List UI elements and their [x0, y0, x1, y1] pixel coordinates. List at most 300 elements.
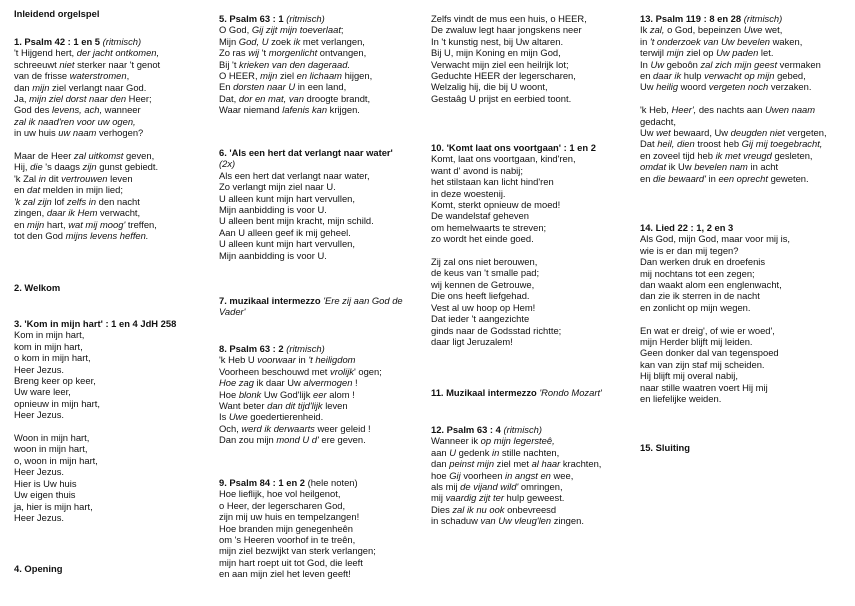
lyric-line: [14, 421, 214, 432]
text-run: Heer Jezus.: [14, 466, 65, 478]
text-run: Voorheen beschouwd met: [219, 365, 331, 377]
lyric-line: [640, 161, 852, 172]
text-run: vergeten noch: [708, 81, 769, 93]
text-run: en aan mijn ziel het leven geeft!: [219, 568, 351, 580]
lyric-line: [219, 400, 429, 411]
lyric-line: [14, 150, 214, 161]
text-run: Dat ieder 't aangezichte: [431, 313, 530, 325]
text-run: daar ik: [653, 70, 682, 82]
text-run: 'k Heb,: [640, 104, 672, 116]
text-run: omringen,: [518, 481, 563, 493]
text-run: dor en mat, van: [238, 92, 304, 104]
text-run: 'Rondo Mozart': [539, 387, 602, 398]
text-run: 5. Psalm 63 : 1: [219, 13, 287, 24]
text-run: van de frisse: [14, 70, 70, 82]
section-heading: [640, 442, 852, 453]
text-run: Uwe: [228, 411, 248, 423]
text-run: zingen,: [14, 207, 47, 219]
text-run: Waar niemand: [219, 104, 283, 116]
lyric-line: [14, 70, 214, 81]
lyric-line: [14, 375, 214, 386]
text-run: dan zie ik sterren in de nacht: [640, 290, 760, 302]
text-run: Gij zijt mijn toeverlaat: [251, 24, 341, 36]
text-run: de keus van 't smalle pad;: [431, 267, 540, 279]
text-run: dit: [46, 172, 62, 184]
text-run: dan dit tijd'lijk: [267, 400, 323, 412]
text-run: God, U: [238, 35, 269, 47]
lyric-line: [640, 313, 852, 324]
lyric-line: [14, 127, 214, 138]
section-heading: [219, 343, 429, 354]
text-run: Komt, sterkt opnieuw de moed!: [431, 199, 561, 211]
text-run: Zo ras: [219, 47, 249, 59]
lyric-line: [219, 227, 429, 238]
text-run: met verlangen,: [300, 35, 365, 47]
text-run: en zoveel tijd heb: [640, 149, 716, 161]
lyric-line: [431, 199, 636, 210]
text-run: in een land,: [295, 81, 347, 93]
text-run: kom in mijn hart,: [14, 340, 83, 352]
text-run: verwacht,: [97, 207, 141, 219]
text-run: U alleen kunt mijn hart vervullen,: [219, 238, 356, 250]
order-of-service-section: [219, 13, 429, 116]
text-run: zal,: [649, 24, 665, 36]
text-run: ik Uw: [666, 161, 695, 173]
lyric-line: [431, 515, 636, 526]
text-run: Zelfs vindt de mus een huis, o HEER,: [431, 13, 587, 24]
lyric-line: [14, 104, 214, 115]
text-run: 2. Welkom: [14, 282, 61, 293]
text-run: Als God, mijn God, maar voor mij is,: [640, 233, 791, 245]
text-run: voorwaar: [257, 354, 296, 366]
text-run: Uw paden: [716, 47, 759, 59]
text-run: krieken van den dageraad.: [239, 58, 351, 70]
lyric-line: [219, 557, 429, 568]
order-of-service-section: [219, 295, 429, 318]
text-run: Hij,: [14, 161, 31, 173]
lyric-line: [219, 511, 429, 522]
text-run: melden in mijn lied;: [40, 184, 123, 196]
text-run: deugden niet: [730, 127, 785, 139]
text-run: daar ligt Jeruzalem!: [431, 335, 513, 347]
lyric-line: [640, 245, 852, 256]
lyric-line: [640, 81, 852, 92]
text-run: hulp geweest.: [503, 492, 565, 504]
text-run: zoek: [268, 35, 294, 47]
text-run: en: [14, 218, 28, 230]
text-run: !: [352, 377, 358, 389]
lyric-line: [640, 127, 852, 138]
text-run: Maar de Heer: [14, 150, 74, 162]
text-run: Zij zal ons niet berouwen,: [431, 256, 538, 268]
lyric-line: [219, 36, 429, 47]
order-of-service-section: [431, 424, 636, 527]
text-run: 't onderzoek van Uw bevelen: [649, 35, 770, 47]
lyric-line: [219, 423, 429, 434]
lyric-line: [14, 230, 214, 241]
text-run: zal uitkomst: [73, 150, 124, 162]
text-run: zijn mij uw huis en tempelzangen!: [219, 511, 360, 523]
lyric-line: [14, 443, 214, 454]
order-of-service-section: [640, 222, 852, 405]
text-run: De zwaluw legt haar jongskens neer: [431, 24, 582, 36]
text-run: kan van zijn staf mij scheiden.: [640, 358, 765, 370]
text-run: Hoe lieflijk, hoe vol heilgenot,: [219, 488, 341, 500]
text-run: 13. Psalm 119 : 8 en 28: [640, 13, 744, 24]
text-run: waken,: [770, 35, 803, 47]
text-run: 't Hijgend hert,: [14, 47, 77, 59]
text-run: En wat er dreig', of wie er woed',: [640, 324, 775, 336]
section-heading: [219, 147, 429, 158]
text-run: werd ik derwaarts: [241, 422, 315, 434]
lyric-line: [14, 173, 214, 184]
text-run: Gestaâg U prijst en eerbied toont.: [431, 92, 572, 104]
text-run: den nacht: [96, 195, 140, 207]
text-run: Dat,: [219, 92, 239, 104]
text-run: geboôn: [663, 58, 701, 70]
text-run: weer geleid !: [314, 422, 371, 434]
text-run: ziel verlangt naar God.: [49, 81, 147, 93]
text-run: mijn Herder blijft mij leiden.: [640, 336, 753, 348]
lyric-line: [14, 478, 214, 489]
lyric-line: [640, 59, 852, 70]
lyric-line: [219, 181, 429, 192]
order-of-service-section: [14, 8, 214, 19]
text-run: vertrouwen: [61, 172, 108, 184]
text-run: zijn: [82, 161, 97, 173]
text-run: Zo verlangt mijn ziel naar U.: [219, 181, 336, 193]
text-run: 12. Psalm 63 : 4: [431, 424, 504, 435]
text-run: mij: [431, 492, 446, 504]
text-run: heil, dien: [657, 138, 695, 150]
text-run: 14. Lied 22 : 1, 2 en 3: [640, 222, 734, 233]
lyric-line: [431, 245, 636, 256]
order-of-service-section: [219, 343, 429, 446]
section-heading: [14, 8, 214, 19]
text-run: mijn ziel dorst naar den: [29, 93, 127, 105]
text-run: Heer;: [126, 93, 152, 105]
text-run: op mijn legersteê,: [480, 435, 555, 447]
lyric-line: [640, 302, 852, 313]
lyric-line: [14, 455, 214, 466]
lyric-line: [431, 165, 636, 176]
lyric-line: [14, 93, 214, 104]
text-run: bevelen nam: [694, 161, 748, 173]
text-run: naar stille waatren voert Hij mij: [640, 381, 768, 393]
text-run: Dat: [640, 138, 658, 150]
section-heading: [640, 13, 852, 24]
text-run: Welzalig hij, die bij U woont,: [431, 81, 548, 93]
lyric-line: [431, 458, 636, 469]
lyric-line: [640, 47, 852, 58]
lyric-line: [640, 290, 852, 301]
text-run: gesleten,: [771, 149, 813, 161]
text-run: Och,: [219, 422, 242, 434]
text-run: zal zich mijn geest: [700, 58, 778, 70]
text-run: Vader': [219, 306, 246, 318]
lyric-line: [431, 188, 636, 199]
text-run: U: [449, 446, 457, 458]
lyric-line: [431, 447, 636, 458]
text-run: verzaken.: [768, 81, 812, 93]
lyric-line: [14, 161, 214, 172]
text-run: Want beter: [219, 400, 268, 412]
text-run: 't: [259, 47, 269, 59]
text-run: wat mij moog': [68, 218, 126, 230]
text-run: die: [30, 161, 43, 173]
lyric-line: [431, 176, 636, 187]
lyric-line: [431, 222, 636, 233]
text-run: krachten,: [560, 458, 602, 470]
text-run: om hemelwaarts te streven;: [431, 221, 547, 233]
text-run: (hele noten): [307, 477, 358, 488]
text-run: want d' avond is nabij;: [431, 164, 523, 176]
text-run: van Uw vleug'len: [480, 515, 552, 527]
text-run: (ritmisch): [286, 13, 325, 24]
text-run: mond U d': [276, 434, 319, 446]
text-run: Dan werken druk en droefenis: [640, 256, 766, 268]
text-run: in schaduw: [431, 515, 481, 527]
text-run: Mijn aanbidding is voor U.: [219, 204, 327, 216]
text-run: 'k Zal: [14, 172, 39, 184]
text-run: leven: [322, 400, 348, 412]
text-run: 7. muzikaal intermezzo: [219, 295, 324, 306]
lyric-line: [219, 104, 429, 115]
text-run: ontvangen,: [317, 47, 367, 59]
lyric-line: [431, 59, 636, 70]
text-run: ziel op: [683, 47, 717, 59]
text-run: Uw: [640, 81, 657, 93]
text-run: gedenk: [456, 446, 492, 458]
text-run: Bij 't: [219, 58, 240, 70]
text-run: o Heer, der legerscharen God,: [219, 499, 346, 511]
text-run: In: [640, 58, 651, 70]
text-run: daar ik Hem: [46, 207, 98, 219]
lyric-line: [640, 325, 852, 336]
section-heading: [640, 222, 852, 233]
order-of-service-section: [14, 36, 214, 241]
lyric-line: [431, 290, 636, 301]
lyric-line: [640, 93, 852, 104]
order-of-service-section: [431, 13, 636, 104]
text-run: Is: [219, 411, 229, 423]
text-run: Inleidend orgelspel: [14, 8, 100, 19]
text-run: ziel: [277, 70, 297, 82]
text-run: Hij blijft mij overal nabij,: [640, 370, 738, 382]
lyric-line: [640, 36, 852, 47]
text-run: o God, bepeinzen: [664, 24, 744, 36]
text-run: wij kennen de Getrouwe,: [431, 278, 535, 290]
text-run: des nachts aan: [696, 104, 766, 116]
section-heading: [219, 13, 429, 24]
text-run: opnieuw in mijn hart,: [14, 397, 100, 409]
text-run: in: [38, 172, 47, 184]
text-run: mijn: [27, 218, 45, 230]
lyric-line: [640, 116, 852, 127]
text-run: 'k Heb U: [219, 354, 258, 366]
lyric-line: [219, 354, 429, 365]
text-run: mijn: [32, 81, 50, 93]
lyric-line: [219, 70, 429, 81]
section-heading: [14, 563, 214, 574]
lyric-line: [431, 36, 636, 47]
text-run: let.: [758, 47, 774, 59]
lyric-line: [431, 210, 636, 221]
lyric-line: [14, 341, 214, 352]
text-run: Heer',: [671, 104, 697, 116]
text-run: hijgen,: [341, 70, 373, 82]
text-run: 8. Psalm 63 : 2: [219, 343, 287, 354]
text-run: ja, hier is mijn hart,: [14, 500, 93, 512]
lyric-line: [219, 47, 429, 58]
text-run: in deze woestenij.: [431, 187, 506, 199]
text-run: en: [640, 172, 654, 184]
text-run: mijns levens heffen.: [65, 229, 149, 241]
text-run: eer: [313, 388, 327, 400]
text-run: vrolijk: [330, 365, 354, 377]
text-run: wet: [656, 127, 671, 139]
lyric-line: [431, 47, 636, 58]
lyric-line: [14, 386, 214, 397]
text-run: (ritmisch): [286, 343, 325, 354]
text-run: in uw huis: [14, 127, 59, 139]
text-run: 6. 'Als een hert dat verlangt naar water': [219, 147, 393, 158]
text-run: Dies: [431, 503, 453, 515]
text-run: Breng keer op keer,: [14, 375, 96, 387]
text-run: zal ik naad'ren voor uw ogen,: [14, 115, 136, 127]
text-run: zo wordt het einde goed.: [431, 233, 534, 245]
lyric-line: [219, 377, 429, 388]
text-run: uw naam: [58, 127, 97, 139]
order-of-service-section: [431, 142, 636, 347]
lyric-line: [640, 336, 852, 347]
lyric-line: [431, 492, 636, 503]
text-run: woon in mijn hart,: [14, 443, 88, 455]
text-run: Geduchte HEER der legerscharen,: [431, 70, 576, 82]
text-run: 3. 'Kom in mijn hart' : 1 en 4 JdH 258: [14, 318, 177, 329]
text-run: Geen donker dal van tegenspoed: [640, 347, 779, 359]
text-run: bewaard, Uw: [670, 127, 731, 139]
text-run: (ritmisch): [743, 13, 783, 24]
text-run: goedertierenheid.: [247, 411, 324, 423]
text-run: stille nachten,: [499, 446, 560, 458]
lyric-line: [640, 256, 852, 267]
text-run: dan: [14, 81, 33, 93]
lyric-line: [14, 59, 214, 70]
text-run: troost heb: [694, 138, 742, 150]
text-run: woord: [678, 81, 709, 93]
text-run: een oprecht: [718, 172, 768, 184]
text-run: Heer Jezus.: [14, 363, 65, 375]
text-run: (2x): [219, 158, 236, 170]
text-run: ;: [340, 24, 344, 36]
lyric-line: [640, 359, 852, 370]
text-run: heilig: [656, 81, 679, 93]
lyric-line: [219, 193, 429, 204]
text-run: droogte brandt,: [303, 92, 371, 104]
lyric-line: [219, 93, 429, 104]
text-run: ginds naar de Godsstad richtte;: [431, 324, 562, 336]
text-run: Hoe: [219, 388, 239, 400]
lyric-line: [14, 398, 214, 409]
text-run: geweten.: [767, 172, 809, 184]
text-run: sterker naar 't genot: [74, 58, 161, 70]
lyric-line: [431, 435, 636, 446]
lyric-line: [431, 153, 636, 164]
text-run: Kom in mijn hart,: [14, 329, 85, 341]
text-run: mijn ziel bezwijkt van sterk verlangen;: [219, 545, 376, 557]
lyric-line: [219, 158, 429, 169]
lyric-line: [431, 279, 636, 290]
section-heading: [14, 282, 214, 293]
text-run: peinst mijn: [449, 458, 495, 470]
text-run: Ik: [640, 24, 650, 36]
text-run: 9. Psalm 84 : 1 en 2: [219, 477, 308, 488]
lyric-line: [219, 534, 429, 545]
text-run: en: [14, 184, 28, 196]
lyric-line: [640, 233, 852, 244]
text-run: Uw God'lijk: [261, 388, 314, 400]
lyric-line: [219, 215, 429, 226]
section-heading: [431, 387, 636, 398]
text-run: Wanneer ik: [431, 435, 481, 447]
lyric-line: [640, 382, 852, 393]
lyric-line: [14, 47, 214, 58]
lyric-line: [431, 325, 636, 336]
lyric-line: [14, 329, 214, 340]
text-run: wie is er dan mij tegen?: [640, 244, 739, 256]
text-run: Uw: [650, 58, 664, 70]
text-run: de vijand wild': [460, 481, 519, 493]
text-run: en lichaam: [296, 70, 342, 82]
text-run: Mijn: [219, 35, 239, 47]
text-run: Bij U, mijn Koning en mijn God,: [431, 47, 561, 59]
text-run: mijn hart roept uit tot God, die leeft: [219, 556, 363, 568]
text-run: onbevreesd: [504, 503, 557, 515]
text-run: God des: [14, 104, 53, 116]
lyric-line: [640, 279, 852, 290]
lyric-line: [640, 104, 852, 115]
text-run: terwijl: [640, 47, 667, 59]
lyric-line: [431, 336, 636, 347]
text-run: (ritmisch): [102, 36, 142, 47]
text-run: Heer Jezus.: [14, 409, 65, 421]
text-run: 4. Opening: [14, 563, 63, 574]
lyric-line: [640, 393, 852, 404]
text-run: Uw eigen thuis: [14, 489, 76, 501]
text-run: schreeuwt: [14, 58, 60, 70]
section-heading: [14, 318, 214, 329]
text-run: Die ons heeft liefgehad.: [431, 290, 530, 302]
lyric-line: [431, 233, 636, 244]
lyric-line: [431, 81, 636, 92]
text-run: De wandelstaf geheven: [431, 210, 529, 222]
order-of-service-section: [14, 282, 214, 293]
text-run: Aan U alleen geef ik mij geheel.: [219, 226, 351, 238]
text-run: ik met vreugd: [715, 149, 772, 161]
lyric-line: [219, 24, 429, 35]
lyric-line: [640, 150, 852, 161]
lyric-line: [219, 500, 429, 511]
text-run: (ritmisch): [503, 424, 542, 435]
text-run: o, woon in mijn hart,: [14, 454, 98, 466]
text-run: krijgen.: [327, 104, 360, 116]
text-run: zal ik nu ook: [452, 503, 505, 515]
lyric-line: [14, 82, 214, 93]
text-run: en liefelijke weiden.: [640, 393, 722, 405]
text-run: 't heiligdom: [308, 354, 356, 366]
text-run: omdat: [640, 161, 667, 173]
